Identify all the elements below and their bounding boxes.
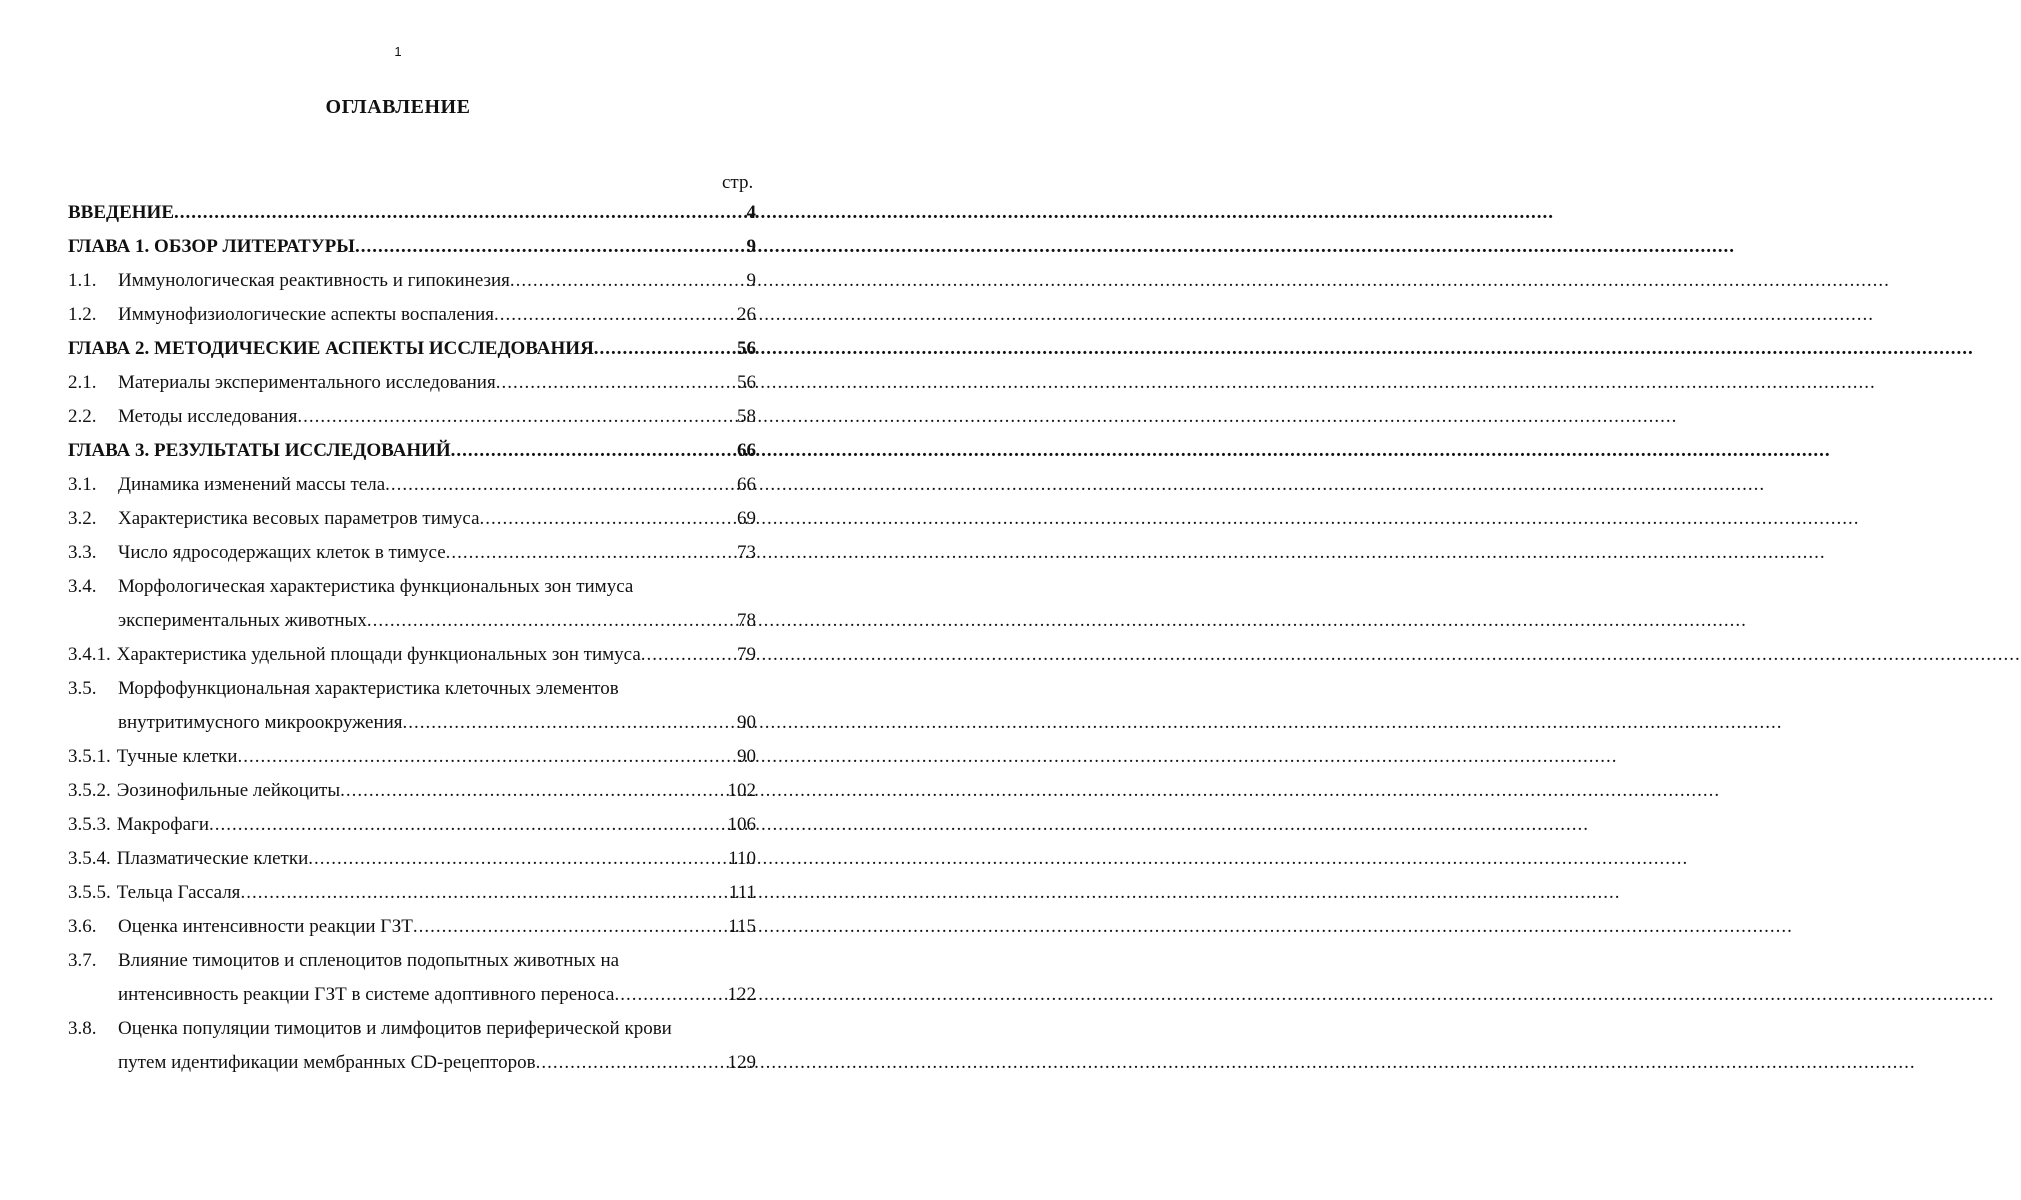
toc-entry-number: 3.4.1.	[68, 644, 111, 665]
toc-entry-3-7-line-1[interactable]	[68, 944, 756, 978]
dot-leader	[641, 638, 737, 672]
toc-entry-number: 3.4.	[68, 576, 97, 597]
toc-entry-3-6[interactable]	[68, 910, 756, 944]
dot-leader	[209, 808, 727, 842]
toc-entry-page: 79	[737, 644, 756, 665]
toc-entry-1-1[interactable]	[68, 264, 756, 298]
toc-entry-title: интенсивность реакции ГЗТ в системе адоптивного переноса	[118, 984, 615, 1005]
toc-entry-page: 78	[737, 610, 756, 631]
toc-entry-number: 3.7.	[68, 950, 97, 971]
toc-entry-title: Оценка интенсивности реакции ГЗТ	[118, 916, 413, 937]
toc-entry-2-2[interactable]	[68, 400, 756, 434]
toc-entry-number: 3.1.	[68, 474, 97, 495]
toc-entry-3-5-1[interactable]	[68, 740, 756, 774]
dot-leader	[536, 1046, 728, 1080]
toc-entry-title-line-1: Оценка популяции тимоцитов и лимфоцитов периферической крови	[118, 1018, 672, 1039]
toc-entry-number: 3.3.	[68, 542, 97, 563]
toc-entry-page: 4	[746, 202, 756, 223]
toc-entry-title: Характеристика весовых параметров тимуса	[118, 508, 480, 529]
toc-entry-page: 102	[727, 780, 756, 801]
toc-entry-title: Тучные клетки	[116, 746, 238, 767]
toc-entry-3-5-line-2[interactable]	[68, 706, 756, 740]
toc-entry-title: Динамика изменений массы тела	[118, 474, 386, 495]
dot-leader	[614, 978, 727, 1012]
page-title: ОГЛАВЛЕНИЕ	[325, 96, 471, 118]
dot-leader	[240, 876, 728, 910]
toc-entry-page: 122	[727, 984, 756, 1005]
toc-entry-number: 3.2.	[68, 508, 97, 529]
toc-entry-title: ГЛАВА 2. МЕТОДИЧЕСКИЕ АСПЕКТЫ ИССЛЕДОВАНИЯ	[68, 338, 594, 359]
toc-entry-title: Материалы экспериментального исследования	[118, 372, 496, 393]
toc-entry-number: 2.1.	[68, 372, 97, 393]
toc-entry-page: 111	[728, 882, 756, 903]
toc-entry-3-4-line-2[interactable]	[68, 604, 756, 638]
dot-leader	[385, 468, 737, 502]
toc-entry-title-line-1: Влияние тимоцитов и спленоцитов подопытных животных на	[118, 950, 620, 971]
toc-entry-number: 1.2.	[68, 304, 97, 325]
toc-entry-title: экспериментальных животных	[118, 610, 367, 631]
toc-entry-number: 3.5.1.	[68, 746, 111, 767]
toc-entry-3-5-2[interactable]	[68, 774, 756, 808]
toc-entry-title: Методы исследования	[118, 406, 298, 427]
toc-entry-title: Число ядросодержащих клеток в тимусе	[118, 542, 446, 563]
toc-entry-chapter-1[interactable]	[68, 230, 756, 264]
dot-leader	[403, 706, 737, 740]
toc-entry-number: 3.5.2.	[68, 780, 111, 801]
toc-entry-3-4-line-1[interactable]	[68, 570, 756, 604]
toc-entry-page: 73	[737, 542, 756, 563]
dot-leader	[510, 264, 747, 298]
dot-leader	[480, 502, 737, 536]
toc-entry-chapter-2[interactable]	[68, 332, 756, 366]
dot-leader	[355, 230, 747, 264]
toc-entry-title-line-1: Морфологическая характеристика функциональных зон тимуса	[118, 576, 634, 597]
toc-entry-number: 3.5.5.	[68, 882, 111, 903]
toc-entry-number: 3.5.	[68, 678, 97, 699]
toc-entry-page: 69	[737, 508, 756, 529]
toc-entry-title-line-1: Морфофункциональная характеристика клеточных элементов	[118, 678, 619, 699]
toc-entry-3-5-4[interactable]	[68, 842, 756, 876]
toc-entry-page: 90	[737, 712, 756, 733]
toc-entry-2-1[interactable]	[68, 366, 756, 400]
toc-entry-number: 3.5.4.	[68, 848, 111, 869]
toc-entry-3-3[interactable]	[68, 536, 756, 570]
dot-leader	[451, 434, 737, 468]
toc-entry-page: 110	[728, 848, 756, 869]
toc-entry-title: внутритимусного микроокружения	[118, 712, 403, 733]
toc-entry-title: ВВЕДЕНИЕ	[68, 202, 174, 223]
page-column-label: стр.	[722, 172, 754, 193]
toc-entry-3-7-line-2[interactable]	[68, 978, 756, 1012]
dot-leader	[237, 740, 737, 774]
toc-entry-number: 2.2.	[68, 406, 97, 427]
dot-leader	[494, 298, 737, 332]
toc-entry-title: Эозинофильные лейкоциты	[116, 780, 341, 801]
toc-entry-number: 3.5.3.	[68, 814, 111, 835]
toc-entry-title: Тельца Гассаля	[116, 882, 241, 903]
table-of-contents	[68, 196, 756, 1080]
dot-leader	[174, 196, 747, 230]
toc-entry-number: 3.6.	[68, 916, 97, 937]
toc-entry-title: путем идентификации мембранных CD-рецепторов	[118, 1052, 536, 1073]
dot-leader	[367, 604, 737, 638]
toc-entry-page: 56	[737, 372, 756, 393]
toc-entry-page: 9	[746, 236, 756, 257]
toc-entry-page: 26	[737, 304, 756, 325]
toc-entry-number: 3.8.	[68, 1018, 97, 1039]
toc-entry-page: 129	[727, 1052, 756, 1073]
toc-entry-3-4-1[interactable]	[68, 638, 756, 672]
toc-entry-number: 1.1.	[68, 270, 97, 291]
toc-entry-title: ГЛАВА 1. ОБЗОР ЛИТЕРАТУРЫ	[68, 236, 355, 257]
toc-entry-3-1[interactable]	[68, 468, 756, 502]
dot-leader	[297, 400, 737, 434]
toc-entry-page: 66	[737, 474, 756, 495]
toc-entry-page: 58	[737, 406, 756, 427]
dot-leader	[308, 842, 728, 876]
dot-leader	[446, 536, 737, 570]
toc-entry-3-5-5[interactable]	[68, 876, 756, 910]
toc-entry-3-2[interactable]	[68, 502, 756, 536]
toc-entry-page: 106	[727, 814, 756, 835]
toc-entry-page: 66	[737, 440, 756, 461]
dot-leader	[413, 910, 728, 944]
toc-entry-3-8-line-1[interactable]	[68, 1012, 756, 1046]
dot-leader	[496, 366, 737, 400]
toc-entry-1-2[interactable]	[68, 298, 756, 332]
toc-entry-title: Плазматические клетки	[116, 848, 309, 869]
toc-entry-3-5-line-1[interactable]	[68, 672, 756, 706]
toc-entry-title: Макрофаги	[116, 814, 210, 835]
toc-entry-chapter-3[interactable]	[68, 434, 756, 468]
dot-leader	[594, 332, 737, 366]
page-number: 1	[394, 44, 402, 59]
dot-leader	[340, 774, 727, 808]
toc-entry-title: Иммунологическая реактивность и гипокинезия	[118, 270, 510, 291]
toc-entry-title: ГЛАВА 3. РЕЗУЛЬТАТЫ ИССЛЕДОВАНИЙ	[68, 440, 451, 461]
toc-entry-page: 9	[746, 270, 756, 291]
toc-entry-title: Характеристика удельной площади функциональных зон тимуса	[116, 644, 641, 665]
toc-entry-page: 56	[737, 338, 756, 359]
toc-entry-page: 115	[728, 916, 756, 937]
toc-entry-title: Иммунофизиологические аспекты воспаления	[118, 304, 495, 325]
toc-entry-introduction[interactable]	[68, 196, 756, 230]
toc-entry-3-5-3[interactable]	[68, 808, 756, 842]
toc-entry-page: 90	[737, 746, 756, 767]
toc-entry-3-8-line-2[interactable]	[68, 1046, 756, 1080]
